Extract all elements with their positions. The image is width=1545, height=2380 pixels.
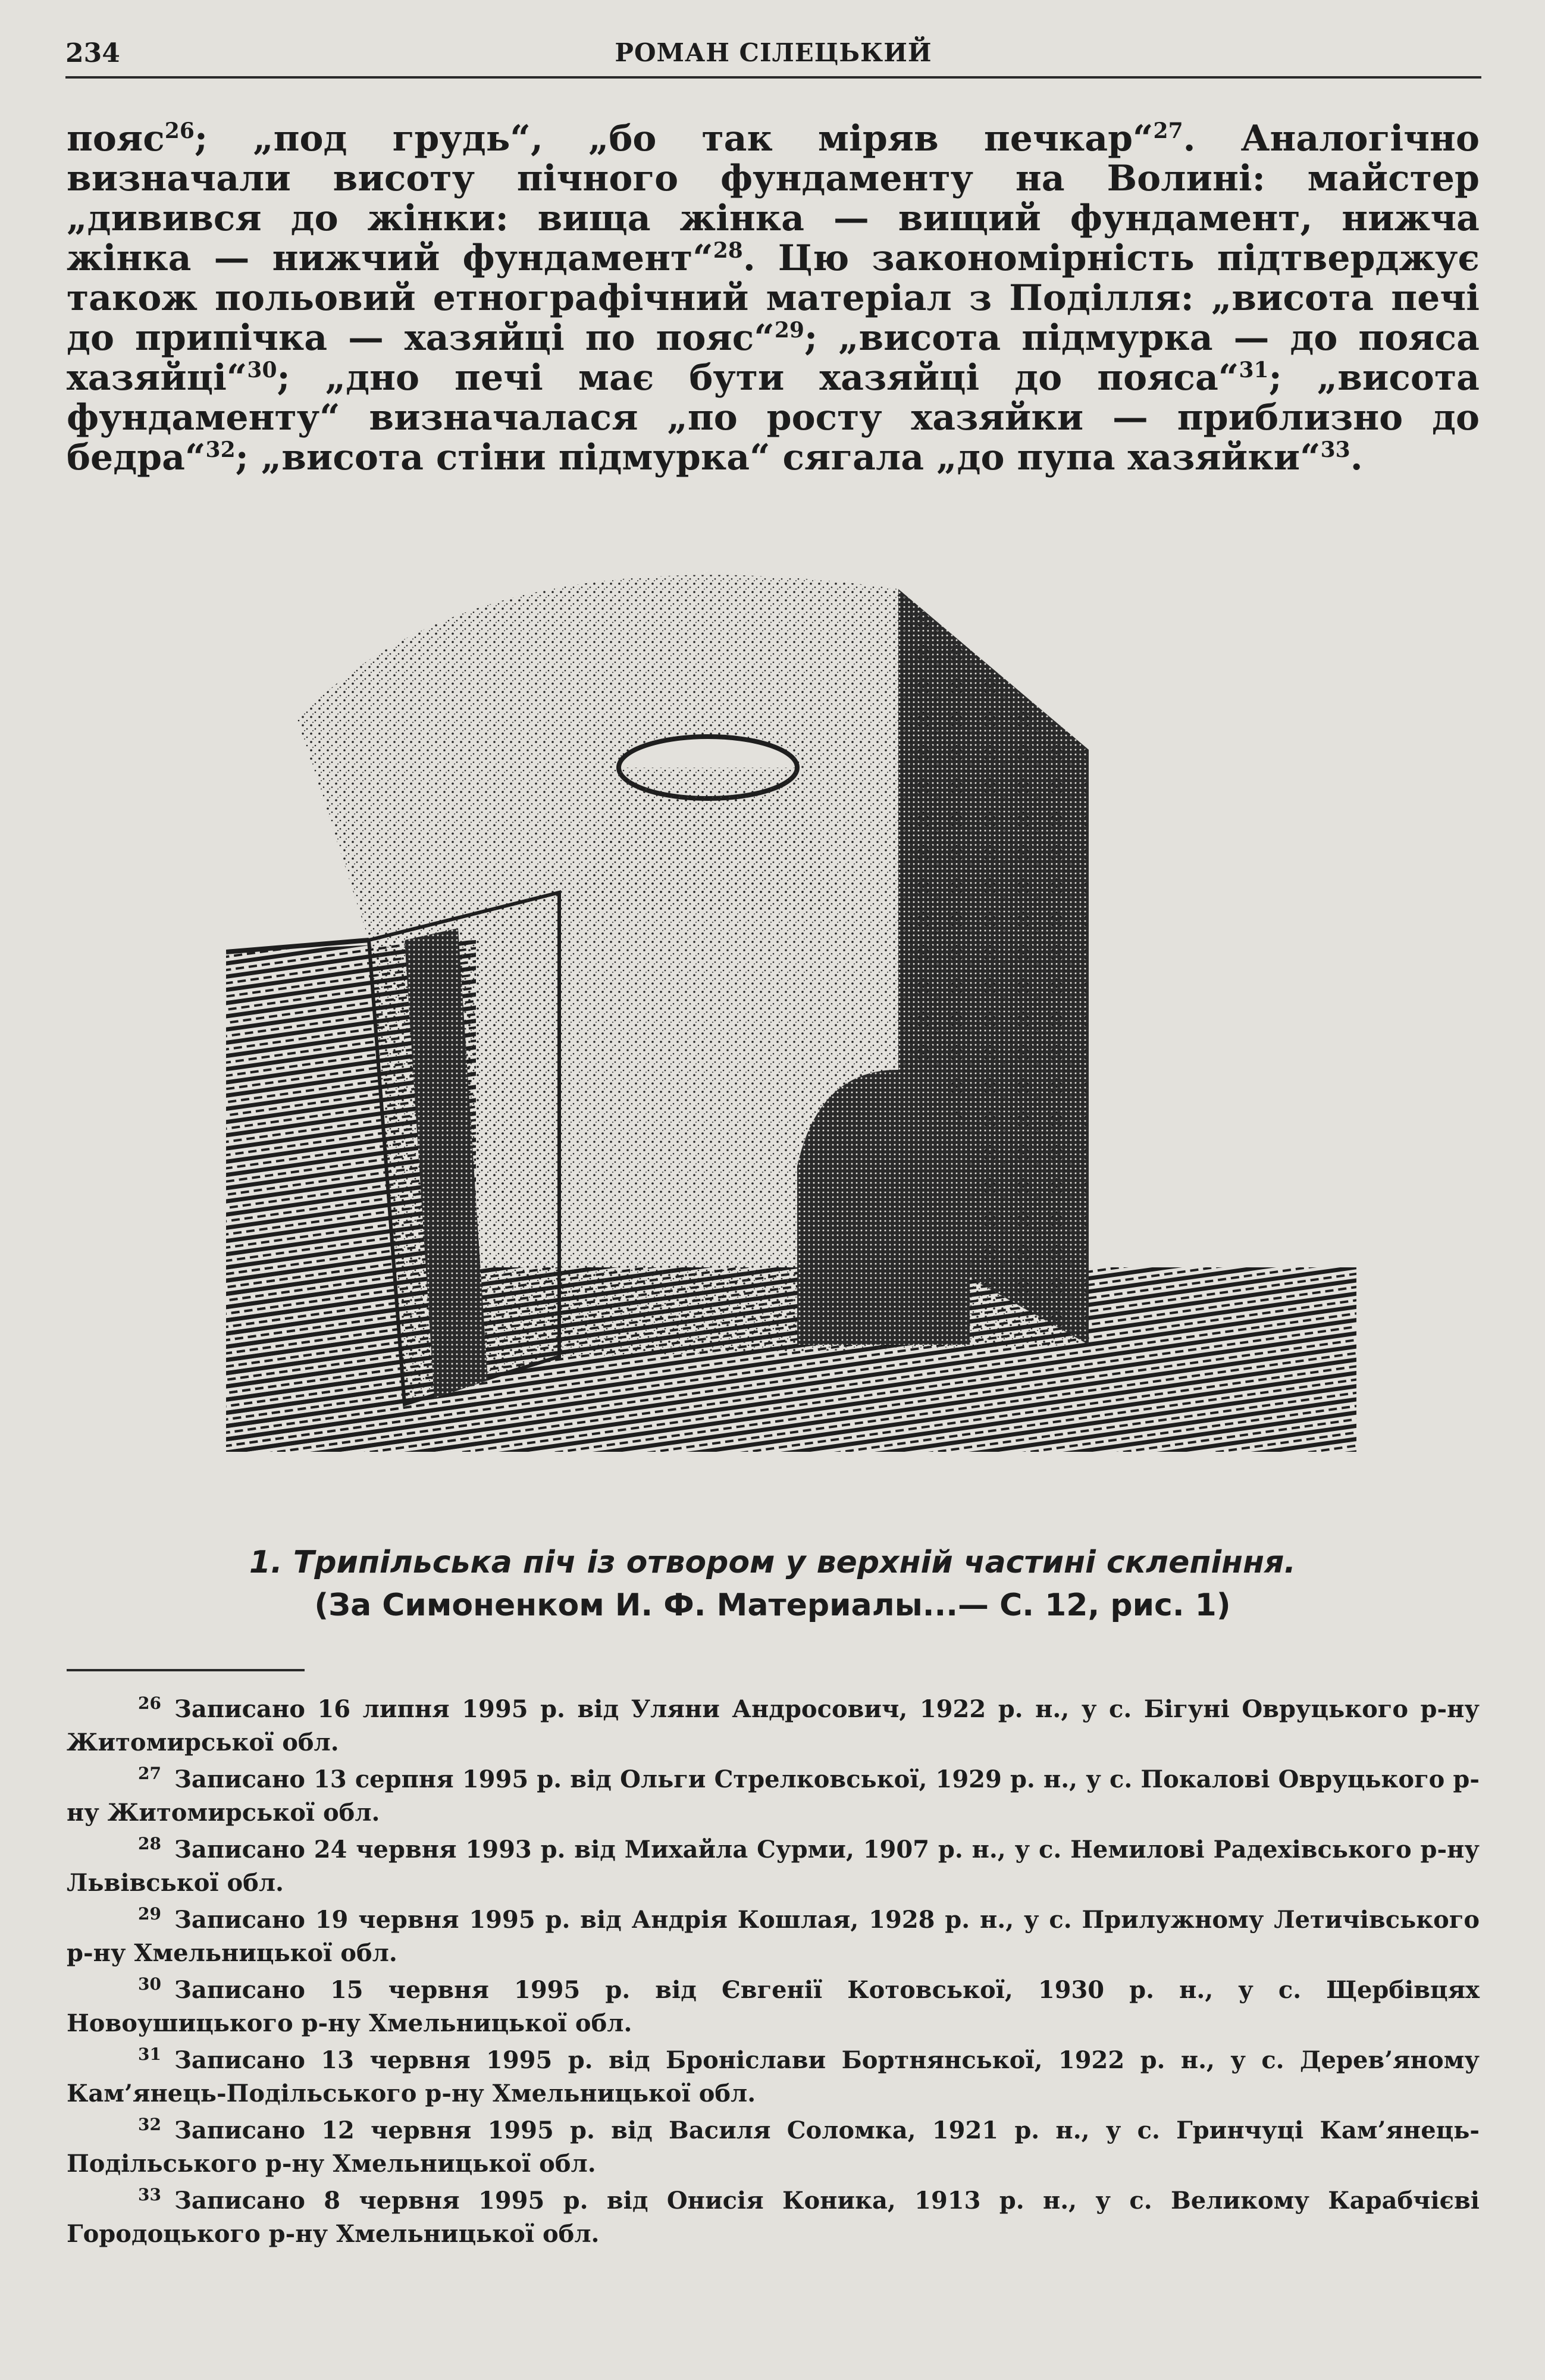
footnote-text: Записано 8 червня 1995 р. від Онисія Коника, 1913 р. н., у с. Великому Карабчієві Городоцького р-ну Хмельницької обл.: [67, 2187, 1480, 2248]
footnote-number: 28: [138, 1833, 161, 1853]
text-run: пояс: [67, 118, 165, 159]
text-run: ; „висота фундаменту“ визначалася „по росту хазяйки — приблизно до бедра“: [67, 357, 1480, 478]
footnote-number: 33: [138, 2184, 161, 2204]
footnotes: [67, 1693, 1480, 2254]
footnote-ref: 31: [1239, 358, 1269, 383]
text-run: ; „дно печі має бути хазяйці до пояса“: [277, 357, 1239, 399]
footnote-ref: 29: [774, 318, 804, 343]
footnote-ref: 26: [164, 118, 195, 143]
text-run: ; „висота підмурка — до пояса хазяйці“: [67, 317, 1480, 399]
footnote-number: 30: [138, 1974, 161, 1994]
footnote-text: Записано 12 червня 1995 р. від Василя Соломка, 1921 р. н., у с. Гринчуці Кам’янець-Подільського р-ну Хмельницької обл.: [67, 2116, 1480, 2178]
header-rule: [65, 76, 1481, 79]
footnote-26: [67, 1693, 1480, 1759]
footnote-text: Записано 24 червня 1993 р. від Михайла Сурми, 1907 р. н., у с. Немилові Радехівського р-ну Львівської обл.: [67, 1836, 1480, 1897]
figure-caption-title: 1. Трипільська піч із отвором у верхній частині склепіння.: [249, 1545, 1296, 1580]
footnote-number: 32: [138, 2114, 161, 2134]
figure-caption-source: (За Симоненком И. Ф. Материалы...— С. 12, рис. 1): [314, 1587, 1231, 1623]
footnote-31: [67, 2044, 1480, 2110]
text-run: . Аналогічно визначали висоту пічного фундаменту на Волині: майстер „дивився до жінки: вища жінка — вищий фундамент, нижча жінка — нижчий фундамент“: [67, 118, 1480, 279]
page-header: [65, 35, 1481, 79]
text-run: ; „под грудь“, „бо так міряв печкар“: [194, 118, 1154, 159]
footnote-ref: 28: [713, 238, 743, 263]
footnote-number: 31: [138, 2044, 161, 2064]
footnote-ref: 30: [247, 358, 277, 383]
page-number: 234: [65, 38, 120, 68]
text-run: .: [1350, 437, 1363, 478]
footnote-30: [67, 1974, 1480, 2040]
oven-drawing: [226, 524, 1356, 1452]
text-run: . Цю закономірність підтверджує також польовий етнографічний матеріал з Поділля: „висота печі до припічка — хазяйці по пояс“: [67, 237, 1480, 359]
footnote-rule: [67, 1669, 305, 1671]
footnote-number: 26: [138, 1693, 161, 1713]
footnote-text: Записано 13 червня 1995 р. від Броніслави Бортнянської, 1922 р. н., у с. Дерев’яному Кам’янець-Подільського р-ну Хмельницької обл.: [67, 2046, 1480, 2107]
text-run: ; „висота стіни підмурка“ сягала „до пупа хазяйки“: [235, 437, 1321, 478]
body-paragraph: [67, 119, 1480, 478]
footnote-29: [67, 1903, 1480, 1970]
footnote-text: Записано 15 червня 1995 р. від Євгенії Котовської, 1930 р. н., у с. Щербівцях Новоушицького р-ну Хмельницької обл.: [67, 1976, 1480, 2037]
footnote-ref: 27: [1153, 118, 1183, 143]
footnote-ref: 33: [1320, 437, 1350, 462]
footnote-number: 29: [138, 1903, 161, 1924]
running-head: РОМАН СІЛЕЦЬКИЙ: [615, 38, 932, 67]
footnote-28: [67, 1833, 1480, 1900]
footnote-text: Записано 16 липня 1995 р. від Уляни Андросович, 1922 р. н., у с. Бігуні Овруцького р-ну Житомирської обл.: [67, 1695, 1480, 1756]
footnote-27: [67, 1763, 1480, 1830]
oven-illustration: [226, 524, 1356, 1452]
footnote-ref: 32: [205, 437, 236, 462]
footnote-number: 27: [138, 1763, 161, 1783]
footnote-text: Записано 13 серпня 1995 р. від Ольги Стрелковської, 1929 р. н., у с. Покалові Овруцького р-ну Житомирської обл.: [67, 1765, 1480, 1827]
footnote-32: [67, 2114, 1480, 2181]
figure-caption: [0, 1541, 1545, 1627]
oven-mouth: [797, 1070, 970, 1345]
footnote-33: [67, 2184, 1480, 2251]
footnote-text: Записано 19 червня 1995 р. від Андрія Кошлая, 1928 р. н., у с. Прилужному Летичівського р-ну Хмельницької обл.: [67, 1906, 1480, 1967]
